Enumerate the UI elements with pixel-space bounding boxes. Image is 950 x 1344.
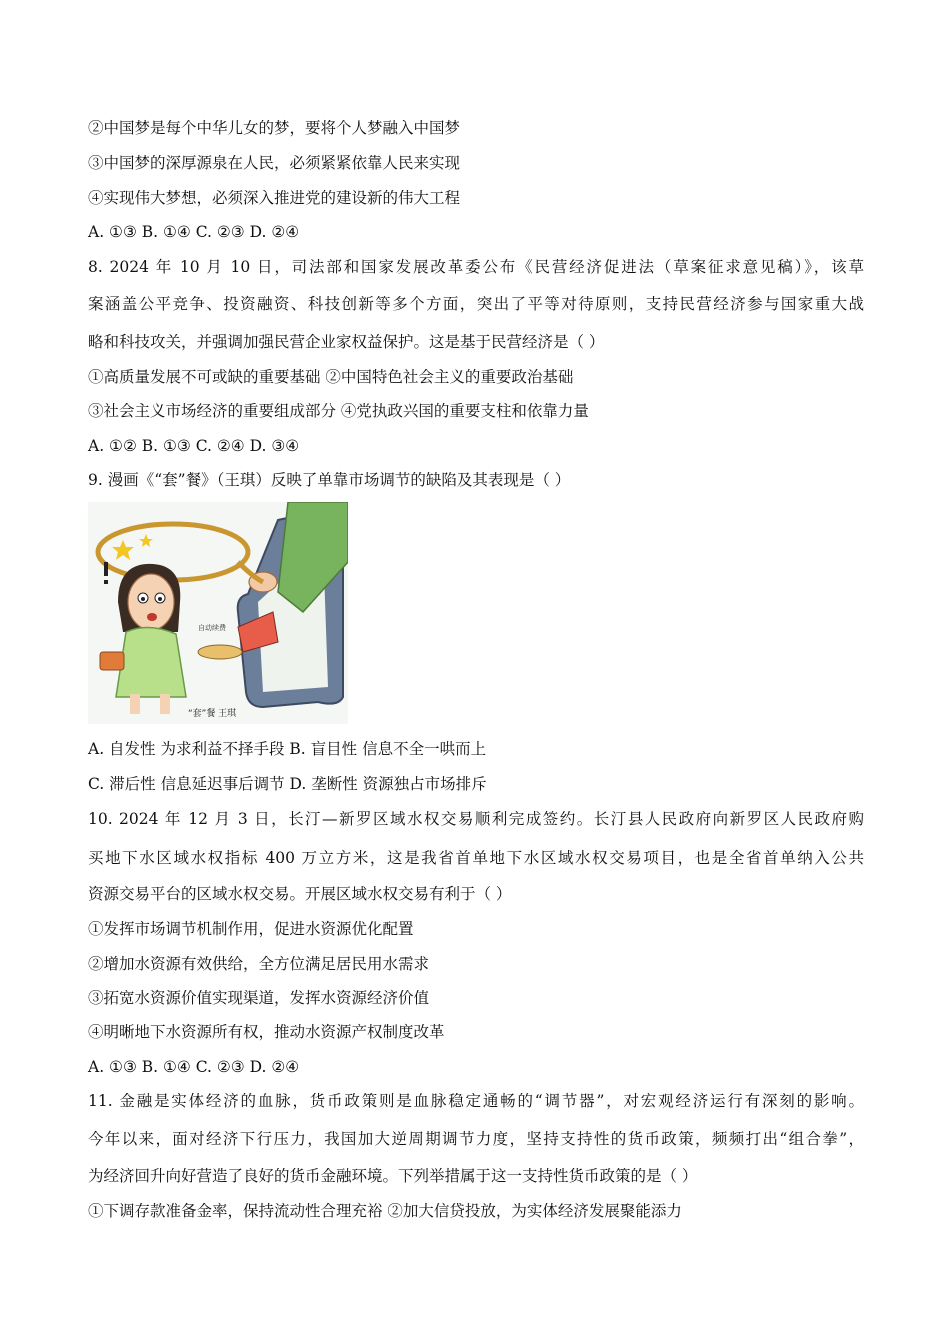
cartoon-caption: “套”餐 王琪 — [188, 709, 237, 719]
question-8-text: 8. 2024 年 10 月 10 日，司法部和国家发展改革委公布《民营经济促进法（草案征求意见稿）》，该草 — [88, 258, 864, 276]
question-9-text: 9. 漫画《“套”餐》（王琪）反映了单靠市场调节的缺陷及其表现是（ ） — [88, 471, 571, 489]
answer-choices: C. 滞后性 信息延迟事后调节 D. 垄断性 资源独占市场排斥 — [88, 775, 487, 793]
option-line: ③社会主义市场经济的重要组成部分 ④党执政兴国的重要支柱和依靠力量 — [88, 402, 589, 420]
answer-choices: A. ①② B. ①③ C. ②④ D. ③④ — [88, 437, 300, 455]
answer-choices: A. ①③ B. ①④ C. ②③ D. ②④ — [88, 223, 300, 241]
question-8-text: 案涵盖公平竞争、投资融资、科技创新等多个方面，突出了平等对待原则，支持民营经济参与国家重大战 — [88, 295, 864, 313]
option-line: ②中国梦是每个中华儿女的梦，要将个人梦融入中国梦 — [88, 119, 461, 137]
question-11-text: 11. 金融是实体经济的血脉，货币政策则是血脉稳定通畅的“调节器”，对宏观经济运行有深刻的影响。 — [88, 1092, 864, 1110]
answer-choices: A. ①③ B. ①④ C. ②③ D. ②④ — [88, 1058, 300, 1076]
question-11-text: 今年以来，面对经济下行压力，我国加大逆周期调节力度，坚持支持性的货币政策，频频打出“组合拳”， — [88, 1130, 864, 1148]
option-line: ②增加水资源有效供给，全方位满足居民用水需求 — [88, 955, 430, 973]
cartoon-sign-text: 自动续费 — [198, 624, 226, 632]
answer-choices: A. 自发性 为求利益不择手段 B. 盲目性 信息不全一哄而上 — [88, 740, 487, 758]
question-10-text: 资源交易平台的区域水权交易。开展区域水权交易有利于（ ） — [88, 885, 512, 903]
question-11-text: 为经济回升向好营造了良好的货币金融环境。下列举措属于这一支持性货币政策的是（ ） — [88, 1167, 698, 1185]
question-10-text: 10. 2024 年 12 月 3 日，长汀—新罗区域水权交易顺利完成签约。长汀县人民政府向新罗区人民政府购 — [88, 810, 864, 828]
option-line: ③中国梦的深厚源泉在人民，必须紧紧依靠人民来实现 — [88, 154, 461, 172]
option-line: ①发挥市场调节机制作用，促进水资源优化配置 — [88, 920, 414, 938]
option-line: ③拓宽水资源价值实现渠道，发挥水资源经济价值 — [88, 989, 430, 1007]
question-10-text: 买地下水区域水权指标 400 万立方米，这是我省首单地下水区域水权交易项目，也是全省首单纳入公共 — [88, 849, 864, 867]
option-line: ①下调存款准备金率，保持流动性合理充裕 ②加大信贷投放，为实体经济发展聚能添力 — [88, 1202, 682, 1220]
option-line: ①高质量发展不可或缺的重要基础 ②中国特色社会主义的重要政治基础 — [88, 368, 574, 386]
question-8-text: 略和科技攻关，并强调加强民营企业家权益保护。这是基于民营经济是（ ） — [88, 333, 605, 351]
option-line: ④实现伟大梦想，必须深入推进党的建设新的伟大工程 — [88, 189, 461, 207]
cartoon-image — [88, 502, 348, 724]
option-line: ④明晰地下水资源所有权，推动水资源产权制度改革 — [88, 1023, 445, 1041]
